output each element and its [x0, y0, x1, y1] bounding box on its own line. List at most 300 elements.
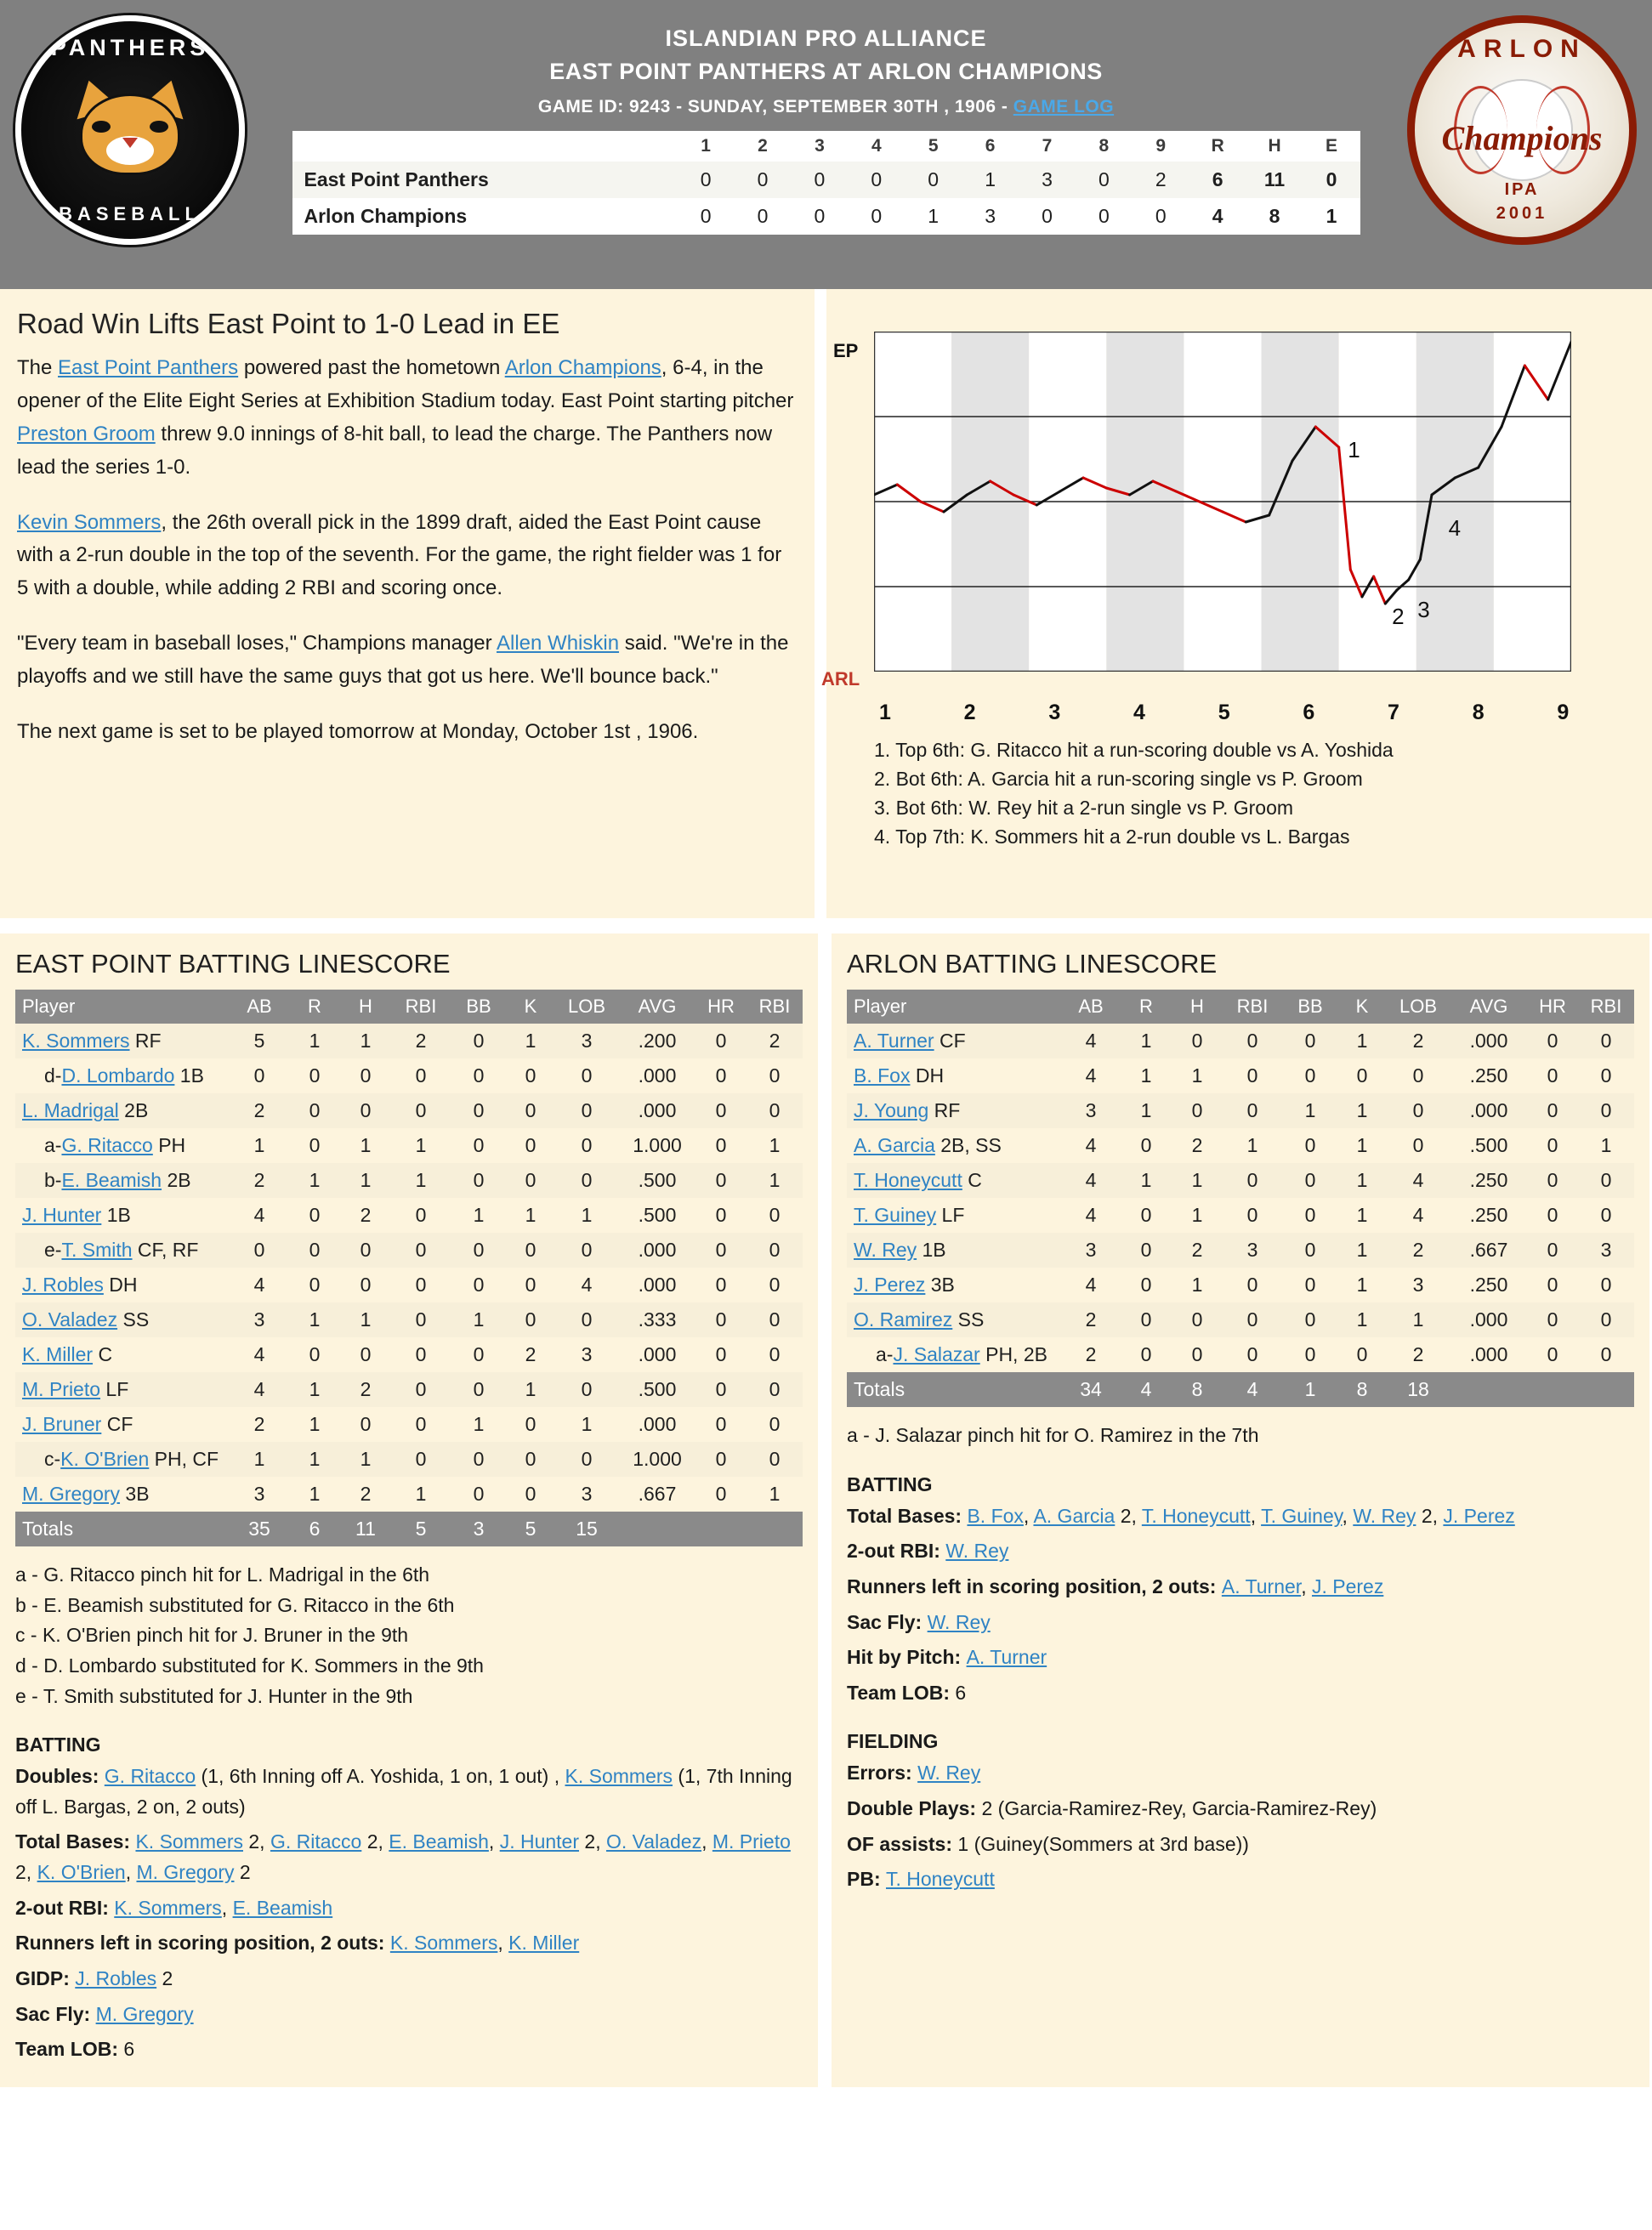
- player-link[interactable]: K. Sommers: [114, 1896, 222, 1919]
- player-link[interactable]: East Point Panthers: [58, 356, 239, 379]
- player-link[interactable]: K. Sommers: [389, 1932, 498, 1955]
- column-header-ab: AB: [1061, 990, 1121, 1024]
- batting-note-line: [847, 1501, 1634, 1532]
- stat-cell: 0: [415, 1239, 427, 1261]
- east-batting-section-title: BATTING: [15, 1733, 101, 1756]
- player-link[interactable]: M. Prieto: [22, 1378, 101, 1400]
- stat-cell: 1: [1191, 1169, 1203, 1191]
- chart-annotation-line: 1. Top 6th: G. Ritacco hit a run-scoring double vs A. Yoshida: [874, 739, 1394, 761]
- totals-cell: 5: [507, 1512, 554, 1546]
- player-link[interactable]: O. Valadez: [605, 1830, 702, 1853]
- player-link[interactable]: O. Ramirez: [854, 1308, 953, 1331]
- text-run: 6: [955, 1681, 967, 1704]
- stat-cell: .500: [638, 1378, 677, 1400]
- player-link[interactable]: J. Robles: [22, 1274, 104, 1296]
- player-link[interactable]: B. Fox: [967, 1504, 1024, 1527]
- text-run: , the 26th overall pick in the 1899 draft, aided the East Point cause with a 2-run double in the top of the seventh. For the game, the right fielder was 1 for 5 with a double, while adding 2 RBI and scoring once.: [17, 510, 782, 600]
- stat-cell: 0: [715, 1134, 727, 1156]
- linescore-col-H: H: [1246, 131, 1303, 162]
- player-link[interactable]: J. Perez: [1311, 1575, 1384, 1597]
- stat-cell: 1: [581, 1413, 593, 1435]
- sub-indicator: e-: [44, 1239, 62, 1261]
- note-label: Team LOB:: [847, 1681, 956, 1704]
- stat-cell: 0: [1246, 1308, 1258, 1331]
- stat-cell: .000: [1469, 1099, 1508, 1121]
- chart-annotations: [874, 735, 1637, 851]
- linescore-cell: 0: [928, 168, 940, 190]
- stat-cell: 0: [473, 1239, 485, 1261]
- table-row: [15, 1058, 803, 1093]
- stat-cell: 4: [253, 1274, 265, 1296]
- stat-cell: 1: [360, 1169, 372, 1191]
- stat-cell: 0: [473, 1343, 485, 1365]
- text-run: 2,: [15, 1861, 37, 1884]
- column-header-hr: HR: [1527, 990, 1578, 1024]
- player-link[interactable]: M. Gregory: [22, 1483, 121, 1505]
- arlon-batting-table: [847, 990, 1634, 1407]
- stat-cell: 0: [415, 1204, 427, 1226]
- totals-cell: [695, 1512, 747, 1546]
- player-position: 2B: [118, 1099, 149, 1121]
- stat-cell: 3: [581, 1030, 593, 1052]
- player-link[interactable]: T. Honeycutt: [886, 1868, 995, 1891]
- player-cell: [847, 1337, 1061, 1372]
- player-cell: [15, 1128, 230, 1163]
- stat-cell: 1: [473, 1308, 485, 1331]
- stat-cell: 3: [253, 1308, 265, 1331]
- column-header-h: H: [340, 990, 391, 1024]
- player-link[interactable]: K. O'Brien: [60, 1448, 150, 1470]
- stat-cell: 1: [1140, 1030, 1152, 1052]
- east-batting-notes: [15, 1762, 803, 2065]
- player-position: CF: [101, 1413, 133, 1435]
- totals-cell: 4: [1121, 1372, 1172, 1407]
- chart-bottom-team-label: ARL: [821, 668, 860, 689]
- player-cell: [847, 1163, 1061, 1198]
- player-link[interactable]: M. Gregory: [95, 2002, 194, 2025]
- player-link[interactable]: E. Beamish: [61, 1169, 162, 1191]
- linescore-cell: 6: [1212, 168, 1223, 190]
- stat-cell: 1: [525, 1030, 536, 1052]
- chart-x-tick: 5: [1218, 701, 1230, 724]
- stat-cell: 0: [1356, 1343, 1368, 1365]
- stat-cell: 0: [1140, 1134, 1152, 1156]
- east-point-box-score: [0, 933, 818, 2087]
- table-row: [847, 1128, 1634, 1163]
- player-link[interactable]: B. Fox: [854, 1064, 911, 1087]
- table-row: [15, 1163, 803, 1198]
- svg-text:2: 2: [1392, 604, 1405, 629]
- player-link[interactable]: Allen Whiskin: [497, 632, 620, 655]
- totals-cell: [1578, 1372, 1634, 1407]
- stat-cell: 3: [253, 1483, 265, 1505]
- stat-cell: 0: [715, 1169, 727, 1191]
- stat-cell: 1: [360, 1134, 372, 1156]
- stat-cell: 0: [1304, 1239, 1316, 1261]
- stat-cell: 1: [1356, 1030, 1368, 1052]
- player-cell: [15, 1442, 230, 1477]
- east-box-title: EAST POINT BATTING LINESCORE: [15, 949, 451, 979]
- linescore-cell: 1: [985, 168, 996, 190]
- stat-cell: 0: [415, 1099, 427, 1121]
- stat-cell: 0: [581, 1099, 593, 1121]
- player-link[interactable]: K. Sommers: [135, 1830, 243, 1853]
- totals-cell: Totals: [847, 1372, 1061, 1407]
- stat-cell: 0: [715, 1378, 727, 1400]
- player-link[interactable]: L. Madrigal: [22, 1099, 119, 1121]
- stat-cell: 0: [1304, 1204, 1316, 1226]
- stat-cell: 0: [360, 1099, 372, 1121]
- stat-cell: 1.000: [633, 1134, 682, 1156]
- player-link[interactable]: A. Garcia: [1033, 1504, 1116, 1527]
- player-link[interactable]: J. Robles: [75, 1967, 157, 1990]
- stat-cell: 3: [581, 1343, 593, 1365]
- player-cell: [847, 1268, 1061, 1302]
- stat-cell: 1: [1356, 1204, 1368, 1226]
- stat-cell: 0: [360, 1239, 372, 1261]
- substitution-note: d - D. Lombardo substituted for K. Sommers in the 9th: [15, 1654, 484, 1677]
- stat-cell: .500: [1469, 1134, 1508, 1156]
- column-header-k: K: [507, 990, 554, 1024]
- chart-top-team-label: EP: [833, 340, 859, 361]
- text-run: ,: [1250, 1504, 1262, 1527]
- stat-cell: 0: [1191, 1343, 1203, 1365]
- stat-cell: 3: [1085, 1239, 1097, 1261]
- stat-cell: 1: [1191, 1064, 1203, 1087]
- stat-cell: 1: [1246, 1134, 1258, 1156]
- player-link[interactable]: A. Turner: [854, 1030, 934, 1052]
- stat-cell: 1: [1600, 1134, 1612, 1156]
- player-link[interactable]: W. Rey: [927, 1610, 991, 1633]
- player-position: PH: [152, 1134, 186, 1156]
- stat-cell: 2: [525, 1343, 536, 1365]
- player-link[interactable]: J. Hunter: [22, 1204, 102, 1226]
- stat-cell: 0: [1246, 1030, 1258, 1052]
- stat-cell: 1: [1356, 1169, 1368, 1191]
- player-link[interactable]: Preston Groom: [17, 422, 156, 445]
- text-run: 2 (Garcia-Ramirez-Rey, Garcia-Ramirez-Rey): [981, 1797, 1377, 1820]
- note-label: OF assists:: [847, 1832, 958, 1855]
- column-header-player: Player: [15, 990, 230, 1024]
- player-cell: [15, 1407, 230, 1442]
- stat-cell: 0: [525, 1274, 536, 1296]
- linescore-cell: 1: [1326, 205, 1337, 227]
- player-link[interactable]: T. Smith: [61, 1239, 133, 1261]
- column-header-k: K: [1338, 990, 1386, 1024]
- text-run: 2,: [1115, 1504, 1142, 1527]
- panthers-logo-top-text: PANTHERS: [50, 35, 210, 60]
- stat-cell: .000: [1469, 1343, 1508, 1365]
- substitution-note: a - J. Salazar pinch hit for O. Ramirez in the 7th: [847, 1424, 1259, 1446]
- linescore-col-E: E: [1303, 131, 1360, 162]
- player-link[interactable]: J. Perez: [854, 1274, 926, 1296]
- arlon-box-title: ARLON BATTING LINESCORE: [847, 949, 1218, 979]
- totals-cell: Totals: [15, 1512, 230, 1546]
- linescore-cell: 3: [985, 205, 996, 227]
- text-run: 6: [123, 2038, 135, 2061]
- stat-cell: 4: [1085, 1169, 1097, 1191]
- table-row: [15, 1477, 803, 1512]
- fielding-note-line: [847, 1864, 1634, 1895]
- linescore-cell: 0: [814, 168, 826, 190]
- player-link[interactable]: W. Rey: [945, 1540, 1009, 1563]
- table-row: [15, 1268, 803, 1302]
- player-link[interactable]: W. Rey: [1353, 1504, 1416, 1527]
- player-link[interactable]: K. Sommers: [565, 1765, 673, 1788]
- sub-indicator: b-: [44, 1169, 62, 1191]
- player-position: C: [93, 1343, 113, 1365]
- stat-cell: 0: [415, 1378, 427, 1400]
- totals-cell: 11: [340, 1512, 391, 1546]
- linescore-col-7: 7: [1019, 131, 1076, 162]
- stat-cell: 0: [525, 1448, 536, 1470]
- stat-cell: 0: [473, 1064, 485, 1087]
- chart-annotation-line: 2. Bot 6th: A. Garcia hit a run-scoring single vs P. Groom: [874, 768, 1363, 791]
- player-position: CF, RF: [132, 1239, 199, 1261]
- player-link[interactable]: A. Turner: [1221, 1575, 1302, 1597]
- arlon-fielding-section-title: FIELDING: [847, 1730, 939, 1753]
- svg-text:3: 3: [1417, 597, 1430, 622]
- chart-annotation-line: 3. Bot 6th: W. Rey hit a 2-run single vs P. Groom: [874, 797, 1294, 820]
- stat-cell: 4: [1085, 1134, 1097, 1156]
- stat-cell: 0: [715, 1204, 727, 1226]
- player-link[interactable]: J. Salazar: [893, 1343, 980, 1365]
- stat-cell: 0: [581, 1448, 593, 1470]
- player-cell: [15, 1198, 230, 1233]
- player-link[interactable]: M. Gregory: [136, 1861, 235, 1884]
- player-link[interactable]: Kevin Sommers: [17, 510, 162, 534]
- column-header-bb: BB: [451, 990, 507, 1024]
- chart-x-tick: 7: [1388, 701, 1399, 724]
- player-link[interactable]: J. Bruner: [22, 1413, 102, 1435]
- column-header-hr: HR: [695, 990, 747, 1024]
- stat-cell: 4: [253, 1204, 265, 1226]
- player-position: CF: [934, 1030, 966, 1052]
- batting-note-line: [847, 1572, 1634, 1603]
- batting-note-line: [15, 1964, 803, 1995]
- text-run: ,: [221, 1896, 233, 1919]
- stat-cell: 0: [581, 1064, 593, 1087]
- linescore-cell: 0: [700, 168, 712, 190]
- stat-cell: 0: [473, 1378, 485, 1400]
- stat-cell: 0: [360, 1274, 372, 1296]
- player-link[interactable]: J. Perez: [1443, 1504, 1515, 1527]
- player-link[interactable]: K. Miller: [22, 1343, 94, 1365]
- stat-cell: 0: [1547, 1239, 1558, 1261]
- player-link[interactable]: T. Guiney: [1261, 1504, 1343, 1527]
- stat-cell: .250: [1469, 1204, 1508, 1226]
- text-run: The next game is set to be played tomorrow at Monday, October 1st , 1906.: [17, 719, 699, 743]
- batting-note-line: [847, 1678, 1634, 1709]
- stat-cell: 0: [1600, 1274, 1612, 1296]
- text-run: ,: [497, 1932, 509, 1955]
- stat-cell: 4: [581, 1274, 593, 1296]
- stat-cell: 1: [253, 1134, 265, 1156]
- table-row: [847, 1163, 1634, 1198]
- player-link[interactable]: K. Miller: [508, 1932, 580, 1955]
- table-row: [847, 1302, 1634, 1337]
- table-row: [847, 1024, 1634, 1058]
- player-link[interactable]: G. Ritacco: [270, 1830, 362, 1853]
- league-title: ISLANDIAN PRO ALLIANCE: [665, 26, 987, 51]
- note-label: Total Bases:: [847, 1504, 968, 1527]
- player-link[interactable]: J. Young: [854, 1099, 929, 1121]
- stat-cell: 0: [769, 1308, 781, 1331]
- player-link[interactable]: O. Valadez: [22, 1308, 118, 1331]
- stat-cell: 0: [309, 1274, 321, 1296]
- batting-note-line: [15, 1762, 803, 1822]
- linescore-cell: 0: [814, 205, 826, 227]
- stat-cell: .500: [638, 1204, 677, 1226]
- stat-cell: 0: [1140, 1274, 1152, 1296]
- stat-cell: 0: [525, 1308, 536, 1331]
- stat-cell: 4: [1085, 1204, 1097, 1226]
- linescore-cell: 1: [928, 205, 940, 227]
- substitution-note: c - K. O'Brien pinch hit for J. Bruner in the 9th: [15, 1624, 409, 1647]
- sub-indicator: a-: [44, 1134, 62, 1156]
- text-run: ,: [1301, 1575, 1312, 1597]
- player-link[interactable]: G. Ritacco: [61, 1134, 153, 1156]
- stat-cell: 0: [715, 1308, 727, 1331]
- column-header-rbi: RBI: [1578, 990, 1634, 1024]
- player-link[interactable]: T. Honeycutt: [854, 1169, 962, 1191]
- player-cell: [15, 1093, 230, 1128]
- player-link[interactable]: A. Garcia: [854, 1134, 935, 1156]
- stat-cell: 1: [415, 1483, 427, 1505]
- totals-cell: 8: [1172, 1372, 1223, 1407]
- stat-cell: 0: [253, 1064, 265, 1087]
- stat-cell: .000: [638, 1413, 677, 1435]
- player-cell: [847, 1058, 1061, 1093]
- stat-cell: 0: [1140, 1204, 1152, 1226]
- stat-cell: 0: [1304, 1169, 1316, 1191]
- arlon-fielding-notes: [847, 1758, 1634, 1895]
- stat-cell: 0: [769, 1239, 781, 1261]
- substitution-note: b - E. Beamish substituted for G. Ritacco in the 6th: [15, 1593, 455, 1616]
- player-link[interactable]: G. Ritacco: [104, 1765, 196, 1788]
- stat-cell: 0: [581, 1308, 593, 1331]
- player-link[interactable]: Arlon Champions: [504, 356, 661, 379]
- stat-cell: 4: [253, 1343, 265, 1365]
- totals-cell: [1450, 1372, 1527, 1407]
- player-link[interactable]: T. Guiney: [854, 1204, 937, 1226]
- player-link[interactable]: D. Lombardo: [61, 1064, 175, 1087]
- table-row: [15, 1198, 803, 1233]
- player-position: RF: [129, 1030, 162, 1052]
- player-link[interactable]: E. Beamish: [232, 1896, 333, 1919]
- stat-cell: 0: [309, 1134, 321, 1156]
- stat-cell: 1: [1140, 1169, 1152, 1191]
- column-header-lob: LOB: [1386, 990, 1450, 1024]
- page-header: [0, 0, 1652, 289]
- player-link[interactable]: A. Turner: [966, 1646, 1047, 1669]
- column-header-player: Player: [847, 990, 1061, 1024]
- stat-cell: 0: [473, 1274, 485, 1296]
- stat-cell: .000: [1469, 1308, 1508, 1331]
- player-position: 2B, SS: [934, 1134, 1002, 1156]
- column-header-h: H: [1172, 990, 1223, 1024]
- stat-cell: 0: [1600, 1308, 1612, 1331]
- linescore-cell: 3: [1042, 168, 1053, 190]
- table-row: [15, 1442, 803, 1477]
- stat-cell: 0: [309, 1064, 321, 1087]
- stat-cell: 0: [473, 1134, 485, 1156]
- stat-cell: 3: [1600, 1239, 1612, 1261]
- stat-cell: 0: [769, 1378, 781, 1400]
- game-log-link[interactable]: GAME LOG: [1013, 97, 1115, 116]
- table-row: [847, 1093, 1634, 1128]
- stat-cell: 2: [415, 1030, 427, 1052]
- stat-cell: 1: [309, 1483, 321, 1505]
- stat-cell: 1: [1356, 1099, 1368, 1121]
- sub-indicator: c-: [44, 1448, 61, 1470]
- stat-cell: 2: [253, 1413, 265, 1435]
- player-link[interactable]: M. Prieto: [712, 1830, 791, 1853]
- table-row: [15, 1128, 803, 1163]
- east-batting-header-row: [15, 990, 803, 1024]
- arlon-box-score: [832, 933, 1649, 2087]
- linescore-cell: 2: [1155, 168, 1167, 190]
- stat-cell: 0: [1547, 1099, 1558, 1121]
- stat-cell: .667: [638, 1483, 677, 1505]
- player-link[interactable]: W. Rey: [917, 1762, 981, 1785]
- player-position: DH: [103, 1274, 138, 1296]
- stat-cell: 1: [360, 1030, 372, 1052]
- table-row: [15, 1233, 803, 1268]
- stat-cell: .500: [638, 1169, 677, 1191]
- table-row: [15, 1407, 803, 1442]
- text-run: ,: [1342, 1504, 1354, 1527]
- stat-cell: 1: [473, 1413, 485, 1435]
- stat-cell: .000: [638, 1343, 677, 1365]
- player-cell: [847, 1302, 1061, 1337]
- stat-cell: 0: [715, 1064, 727, 1087]
- player-link[interactable]: T. Honeycutt: [1141, 1504, 1251, 1527]
- linescore-header-row: [292, 131, 1360, 162]
- stat-cell: 0: [415, 1413, 427, 1435]
- batting-note-line: [15, 2034, 803, 2065]
- note-label: Runners left in scoring position, 2 outs:: [847, 1575, 1222, 1597]
- text-run: ,: [125, 1861, 137, 1884]
- stat-cell: 3: [1085, 1099, 1097, 1121]
- column-header-ab: AB: [230, 990, 289, 1024]
- stat-cell: 0: [309, 1343, 321, 1365]
- player-cell: [15, 1233, 230, 1268]
- player-link[interactable]: K. Sommers: [22, 1030, 130, 1052]
- linescore-col-4: 4: [848, 131, 905, 162]
- batting-note-line: [847, 1608, 1634, 1638]
- stat-cell: 0: [715, 1239, 727, 1261]
- stat-cell: 0: [473, 1030, 485, 1052]
- recap-paragraph-3: [17, 627, 798, 694]
- note-label: GIDP:: [15, 1967, 76, 1990]
- player-link[interactable]: K. O'Brien: [37, 1861, 126, 1884]
- player-link[interactable]: J. Hunter: [499, 1830, 580, 1853]
- linescore-row: [292, 162, 1360, 198]
- champions-logo-year-text: 2001: [1496, 204, 1548, 223]
- totals-cell: 4: [1223, 1372, 1282, 1407]
- stat-cell: 0: [1412, 1064, 1424, 1087]
- stat-cell: 0: [769, 1274, 781, 1296]
- stat-cell: .000: [638, 1239, 677, 1261]
- player-cell: [15, 1372, 230, 1407]
- linescore-body: [292, 162, 1360, 235]
- player-link[interactable]: W. Rey: [854, 1239, 917, 1261]
- player-link[interactable]: E. Beamish: [389, 1830, 489, 1853]
- east-batting-body: [15, 1024, 803, 1546]
- table-row: [847, 1198, 1634, 1233]
- text-run: ,: [488, 1830, 500, 1853]
